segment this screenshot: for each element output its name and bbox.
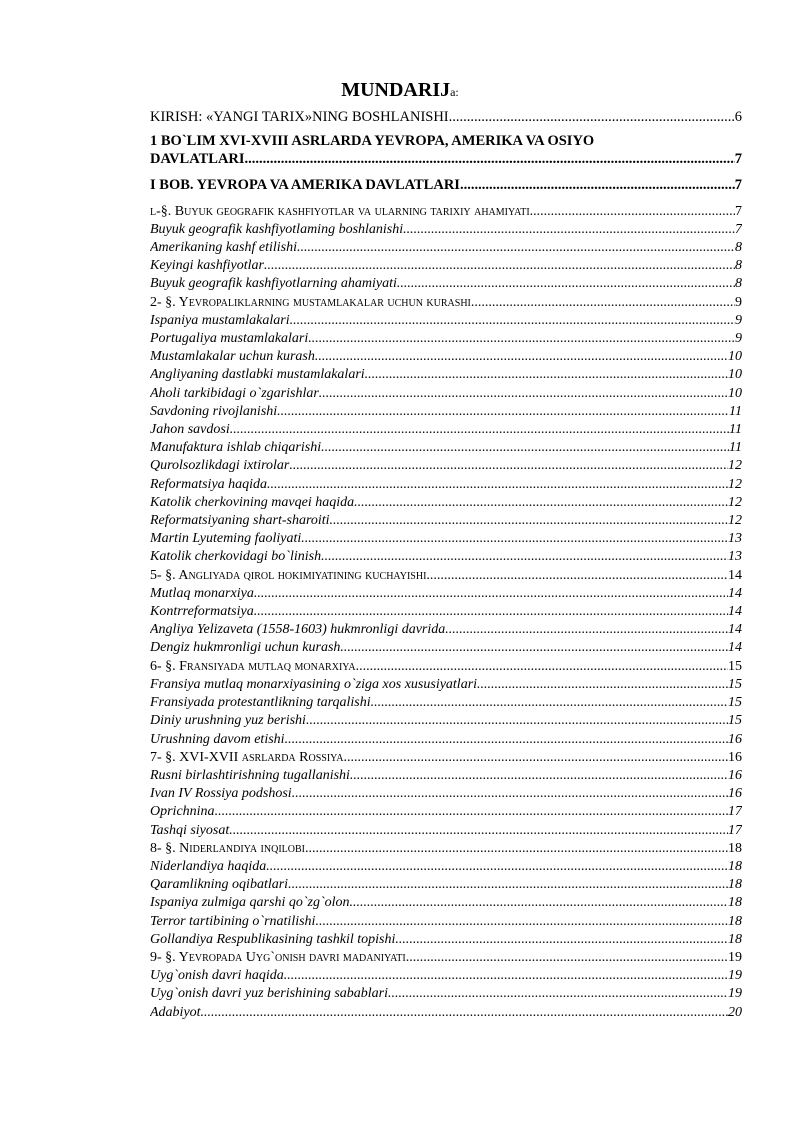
toc-chapter-entry[interactable]: [150, 176, 742, 194]
dot-leader: [354, 494, 728, 512]
toc-entry-label: Urushning davom etishi: [150, 731, 285, 747]
toc-subsection-entry[interactable]: [150, 603, 742, 621]
toc-entry-label: 2- §. Yevropaliklarning mustamlakalar uchun kurashi: [150, 294, 471, 310]
toc-subsection-entry[interactable]: [150, 985, 742, 1003]
dot-leader: [308, 330, 735, 348]
toc-subsection-entry[interactable]: [150, 239, 742, 257]
toc-entry-label: Adabiyot: [150, 1004, 201, 1020]
toc-entry-label: Jahon savdosi: [150, 422, 230, 438]
toc-entry-label: Dengiz hukmronligi uchun kurash: [150, 640, 341, 656]
toc-entry-page: 11: [729, 403, 742, 419]
dot-leader: [344, 749, 729, 767]
toc-subsection-entry[interactable]: [150, 1004, 742, 1022]
toc-entry-label: l-§. Buyuk geografik kashfiyotlar va ularning tarixiy ahamiyati: [150, 203, 530, 219]
dot-leader: [330, 512, 728, 530]
toc-subsection-entry[interactable]: [150, 530, 742, 548]
toc-entry-page: 14: [728, 604, 742, 620]
toc-entry-page: 15: [728, 676, 742, 692]
dot-leader: [229, 822, 728, 840]
dot-leader: [292, 785, 728, 803]
toc-section-entry[interactable]: [150, 294, 742, 312]
toc-intro-entry[interactable]: [150, 108, 742, 126]
dot-leader: [321, 439, 729, 457]
toc-entry-page: 7: [735, 221, 742, 237]
toc-subsection-entry[interactable]: [150, 548, 742, 566]
toc-entry-page: 7: [735, 203, 742, 219]
toc-entry-page: 19: [728, 968, 742, 984]
dot-leader: [397, 275, 735, 293]
toc-subsection-entry[interactable]: [150, 913, 742, 931]
toc-entry-page: 16: [728, 786, 742, 802]
dot-leader: [215, 803, 728, 821]
toc-entry-page: 16: [728, 767, 742, 783]
toc-entry-label: Buyuk geografik kashfiyotlarning ahamiyati: [150, 276, 397, 292]
toc-entry-label: Kontrreformatsiya: [150, 604, 254, 620]
toc-entry-page: 12: [728, 458, 742, 474]
toc-entry-label: Fransiyada protestantlikning tarqalishi: [150, 695, 371, 711]
toc-entry-page: 10: [728, 349, 742, 365]
toc-subsection-entry[interactable]: [150, 803, 742, 821]
dot-leader: [315, 913, 728, 931]
toc-entry-label: Uyg`onish davri haqida: [150, 968, 284, 984]
toc-entry-page: 19: [728, 986, 742, 1002]
toc-entry-label: Gollandiya Respublikasining tashkil topishi: [150, 931, 396, 947]
toc-entry-label: Martin Lyuteming faoliyati: [150, 531, 302, 547]
dot-leader: [254, 585, 728, 603]
toc-entry-label: Ispaniya zulmiga qarshi qo`zg`olon: [150, 895, 350, 911]
toc-subsection-entry[interactable]: [150, 275, 742, 293]
toc-entry-page: 11: [729, 440, 742, 456]
toc-subsection-entry[interactable]: [150, 421, 742, 439]
toc-subsection-entry[interactable]: [150, 330, 742, 348]
dot-leader: [340, 639, 728, 657]
toc-entry-page: 13: [728, 549, 742, 565]
toc-entry-label: Ispaniya mustamlakalari: [150, 312, 290, 328]
toc-entry-label: Reformatsiya haqida: [150, 476, 268, 492]
toc-entry-page: 8: [735, 240, 742, 256]
toc-entry-label: Uyg`onish davri yuz berishining sabablari: [150, 986, 388, 1002]
dot-leader: [284, 967, 728, 985]
toc-subsection-entry[interactable]: [150, 494, 742, 512]
toc-entry-label: 9- §. Yevropada Uyg`onish davri madaniyati: [150, 949, 406, 965]
toc-subsection-entry[interactable]: [150, 512, 742, 530]
dot-leader: [365, 366, 728, 384]
toc-entry-label: Ivan IV Rossiya podshosi: [150, 786, 292, 802]
toc-entry-page: 14: [728, 567, 742, 583]
dot-leader: [403, 221, 735, 239]
toc-subsection-entry[interactable]: [150, 639, 742, 657]
toc-section-entry[interactable]: [150, 840, 742, 858]
dot-leader: [406, 949, 728, 967]
toc-subsection-entry[interactable]: [150, 712, 742, 730]
dot-leader: [306, 712, 728, 730]
toc-subsection-entry[interactable]: [150, 676, 742, 694]
toc-subsection-entry[interactable]: [150, 585, 742, 603]
dot-leader: [297, 239, 735, 257]
dot-leader: [230, 421, 729, 439]
toc-entry-label: Oprichnina: [150, 804, 215, 820]
dot-leader: [395, 931, 728, 949]
dot-leader: [266, 858, 728, 876]
page-title: [0, 78, 800, 104]
toc-entry-page: 18: [728, 877, 742, 893]
toc-entry-label: Aholi tarkibidagi o`zgarishlar: [150, 385, 319, 401]
dot-leader: [289, 457, 728, 475]
toc-entry-page: 14: [728, 585, 742, 601]
toc-entry-label: Angliya Yelizaveta (1558-1603) hukmronligi davrida: [150, 622, 446, 638]
toc-entry-label: Angliyaning dastlabki mustamlakalari: [150, 367, 365, 383]
toc-subsection-entry[interactable]: [150, 894, 742, 912]
toc-entry-page: 11: [729, 422, 742, 438]
dot-leader: [267, 476, 728, 494]
toc-entry-label: Qaramlikning oqibatlari: [150, 877, 289, 893]
dot-leader: [290, 312, 735, 330]
toc-entry-label: Mustamlakalar uchun kurash: [150, 349, 315, 365]
toc-subsection-entry[interactable]: [150, 457, 742, 475]
toc-entry-label: Manufaktura ishlab chiqarishi: [150, 440, 322, 456]
dot-leader: [319, 385, 728, 403]
table-of-contents: [150, 106, 742, 1022]
toc-entry-page: 8: [735, 276, 742, 292]
dot-leader: [350, 767, 728, 785]
toc-entry-page: 20: [728, 1004, 742, 1020]
toc-entry-page: 18: [728, 931, 742, 947]
toc-entry-page: 15: [728, 695, 742, 711]
dot-leader: [445, 621, 728, 639]
toc-entry-page: 16: [728, 731, 742, 747]
toc-section-entry[interactable]: [150, 949, 742, 967]
toc-entry-label: Qurolsozlikdagi ixtirolar: [150, 458, 290, 474]
toc-entry-page: 19: [728, 949, 742, 965]
toc-entry-label: 7- §. XVI-XVII asrlarda Rossiya: [150, 749, 344, 765]
toc-entry-label: Mutlaq monarxiya: [150, 585, 254, 601]
toc-entry-page: 16: [728, 749, 742, 765]
dot-leader: [426, 567, 728, 585]
toc-entry-label: KIRISH: «YANGI TARIX»NING BOSHLANISHI: [150, 109, 449, 125]
toc-entry-label: Buyuk geografik kashfiyotlaming boshlanishi: [150, 221, 404, 237]
toc-subsection-entry[interactable]: [150, 621, 742, 639]
dot-leader: [285, 731, 728, 749]
toc-entry-label: Diniy urushning yuz berishi: [150, 713, 306, 729]
dot-leader: [264, 257, 735, 275]
toc-entry-page: 12: [728, 494, 742, 510]
toc-entry-page: 8: [735, 258, 742, 274]
toc-subsection-entry[interactable]: [150, 476, 742, 494]
toc-subsection-entry[interactable]: [150, 822, 742, 840]
toc-part-title-line1[interactable]: 1 BO`LIM XVI-XVIII ASRLARDA YEVROPA, AMERIKA VA OSIYO: [150, 133, 595, 150]
dot-leader: [277, 403, 729, 421]
dot-leader: [301, 530, 728, 548]
toc-entry-page: 17: [728, 822, 742, 838]
dot-leader: [254, 603, 728, 621]
dot-leader: [288, 876, 728, 894]
toc-entry-page: 15: [728, 713, 742, 729]
dot-leader: [460, 176, 735, 194]
dot-leader: [371, 694, 728, 712]
toc-subsection-entry[interactable]: [150, 221, 742, 239]
toc-entry-page: 7: [734, 177, 742, 194]
dot-leader: [350, 894, 729, 912]
toc-entry-label: I BOB. YEVROPA VA AMERIKA DAVLATLARI: [150, 177, 460, 194]
toc-entry-page: 15: [728, 658, 742, 674]
toc-entry-label: Amerikaning kashf etilishi: [150, 240, 297, 256]
toc-entry-page: 12: [728, 513, 742, 529]
toc-subsection-entry[interactable]: [150, 348, 742, 366]
toc-entry-label: 6- §. Fransiyada mutlaq monarxiya: [150, 658, 356, 674]
toc-subsection-entry[interactable]: [150, 403, 742, 421]
toc-subsection-entry[interactable]: [150, 439, 742, 457]
toc-subsection-entry[interactable]: [150, 312, 742, 330]
toc-subsection-entry[interactable]: [150, 694, 742, 712]
dot-leader: [305, 840, 728, 858]
toc-entry-page: 9: [735, 312, 742, 328]
dot-leader: [201, 1004, 728, 1022]
toc-entry-label: 8- §. Niderlandiya inqilobi: [150, 840, 305, 856]
toc-entry-page: 18: [728, 858, 742, 874]
toc-entry-page: 12: [728, 476, 742, 492]
toc-section-entry[interactable]: [150, 203, 742, 221]
toc-entry-page: 10: [728, 367, 742, 383]
toc-subsection-entry[interactable]: [150, 858, 742, 876]
toc-entry-list: [150, 203, 742, 1022]
toc-section-entry[interactable]: [150, 567, 742, 585]
toc-subsection-entry[interactable]: [150, 967, 742, 985]
toc-entry-label: Savdoning rivojlanishi: [150, 403, 278, 419]
toc-entry-page: 9: [735, 294, 742, 310]
toc-entry-page: 17: [728, 804, 742, 820]
dot-leader: [315, 348, 728, 366]
toc-entry-label: Niderlandiya haqida: [150, 858, 267, 874]
toc-entry-label: DAVLATLARI: [150, 151, 245, 168]
toc-subsection-entry[interactable]: [150, 876, 742, 894]
toc-entry-label: Fransiya mutlaq monarxiyasining o`ziga xos xususiyatlari: [150, 676, 478, 692]
toc-entry-page: 13: [728, 531, 742, 547]
toc-subsection-entry[interactable]: [150, 385, 742, 403]
toc-entry-label: Terror tartibining o`rnatilishi: [150, 913, 316, 929]
toc-entry-label: Tashqi siyosat: [150, 822, 230, 838]
toc-entry-label: 5- §. Angliyada qirol hokimiyatining kuchayishi: [150, 567, 427, 583]
toc-subsection-entry[interactable]: [150, 767, 742, 785]
toc-entry-page: 18: [728, 840, 742, 856]
toc-entry-label: Katolik cherkovining mavqei haqida: [150, 494, 355, 510]
toc-subsection-entry[interactable]: [150, 785, 742, 803]
toc-entry-label: Portugaliya mustamlakalari: [150, 331, 309, 347]
toc-subsection-entry[interactable]: [150, 257, 742, 275]
toc-part-entry[interactable]: [150, 150, 742, 168]
toc-entry-label: Rusni birlashtirishning tugallanishi: [150, 767, 350, 783]
dot-leader: [471, 294, 735, 312]
toc-entry-page: 6: [734, 109, 742, 125]
toc-subsection-entry[interactable]: [150, 931, 742, 949]
dot-leader: [245, 150, 735, 168]
title-suffix: a:: [450, 85, 459, 99]
toc-subsection-entry[interactable]: [150, 366, 742, 384]
toc-entry-page: 18: [728, 913, 742, 929]
title-main: MUNDARIJ: [341, 79, 451, 101]
toc-entry-page: 18: [728, 895, 742, 911]
toc-section-entry[interactable]: [150, 658, 742, 676]
dot-leader: [530, 203, 735, 221]
toc-subsection-entry[interactable]: [150, 731, 742, 749]
dot-leader: [356, 658, 728, 676]
dot-leader: [449, 108, 735, 126]
toc-entry-page: 14: [728, 640, 742, 656]
toc-entry-label: Katolik cherkovidagi bo`linish: [150, 549, 322, 565]
dot-leader: [388, 985, 728, 1003]
dot-leader: [321, 548, 728, 566]
toc-entry-page: 7: [734, 151, 742, 168]
toc-entry-label: Keyingi kashfiyotlar: [150, 258, 264, 274]
toc-entry-label: Reformatsiyaning shart-sharoiti: [150, 513, 330, 529]
toc-entry-page: 9: [735, 331, 742, 347]
toc-section-entry[interactable]: [150, 749, 742, 767]
toc-entry-page: 10: [728, 385, 742, 401]
toc-entry-page: 14: [728, 622, 742, 638]
dot-leader: [477, 676, 728, 694]
